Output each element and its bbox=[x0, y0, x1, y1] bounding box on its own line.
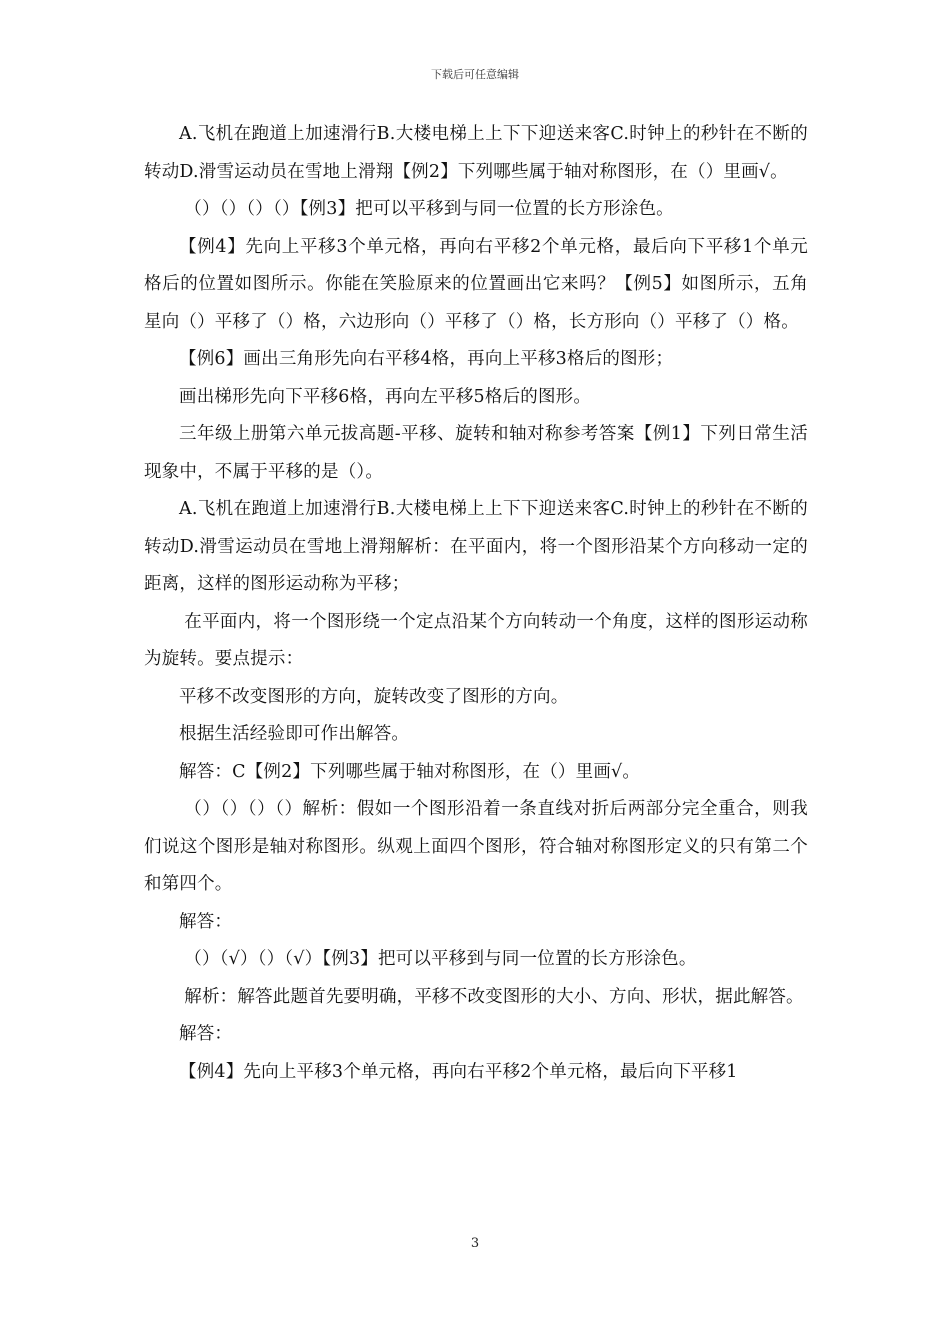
paragraph: 解答： bbox=[179, 1024, 233, 1044]
body-text bbox=[144, 116, 808, 1091]
page-number: 3 bbox=[470, 1236, 480, 1251]
paragraph: （）（√）（）（√）【例3】把可以平移到与同一位置的长方形涂色。 bbox=[184, 949, 697, 969]
paragraph: A.飞机在跑道上加速滑行B.大楼电梯上上下下迎送来客C.时钟上的秒针在不断的转动D.滑雪运动员在雪地上滑翔【例2】下列哪些属于轴对称图形，在（）里画√。 bbox=[144, 124, 808, 182]
paragraph: 在平面内，将一个图形绕一个定点沿某个方向转动一个角度，这样的图形运动称为旋转。要点提示： bbox=[144, 611, 808, 669]
paragraph: 解析：解答此题首先要明确，平移不改变图形的大小、方向、形状，据此解答。 bbox=[184, 986, 804, 1007]
paragraph: 【例4】先向上平移3个单元格，再向右平移2个单元格，最后向下平移1个单元格后的位置如图所示。你能在笑脸原来的位置画出它来吗？【例5】如图所示，五角星向（）平移了（）格，六边形向（）平移了（）格，长方形向（）平移了（）格。 bbox=[144, 236, 808, 332]
paragraph: 【例4】先向上平移3个单元格，再向右平移2个单元格，最后向下平移1 bbox=[179, 1061, 738, 1082]
paragraph: 三年级上册第六单元拔高题-平移、旋转和轴对称参考答案【例1】下列日常生活现象中，不属于平移的是（）。 bbox=[144, 424, 808, 482]
paragraph: 画出梯形先向下平移6格，再向左平移5格后的图形。 bbox=[179, 386, 592, 407]
paragraph: （）（）（）（）【例3】把可以平移到与同一位置的长方形涂色。 bbox=[184, 199, 674, 219]
paragraph: 根据生活经验即可作出解答。 bbox=[179, 724, 410, 744]
page-header: 下载后可任意编辑 bbox=[431, 68, 519, 81]
paragraph: 【例6】画出三角形先向右平移4格，再向上平移3格后的图形； bbox=[179, 349, 674, 369]
paragraph: 平移不改变图形的方向，旋转改变了图形的方向。 bbox=[179, 686, 569, 707]
paragraph: 解答： bbox=[179, 911, 233, 932]
paragraph: 解答：C【例2】下列哪些属于轴对称图形，在（）里画√。 bbox=[179, 761, 641, 782]
paragraph: （）（）（）（）解析：假如一个图形沿着一条直线对折后两部分完全重合，则我们说这个图形是轴对称图形。纵观上面四个图形，符合轴对称图形定义的只有第二个和第四个。 bbox=[144, 799, 808, 894]
paragraph: A.飞机在跑道上加速滑行B.大楼电梯上上下下迎送来客C.时钟上的秒针在不断的转动D.滑雪运动员在雪地上滑翔解析：在平面内，将一个图形沿某个方向移动一定的距离，这样的图形运动称为平移； bbox=[144, 499, 808, 594]
